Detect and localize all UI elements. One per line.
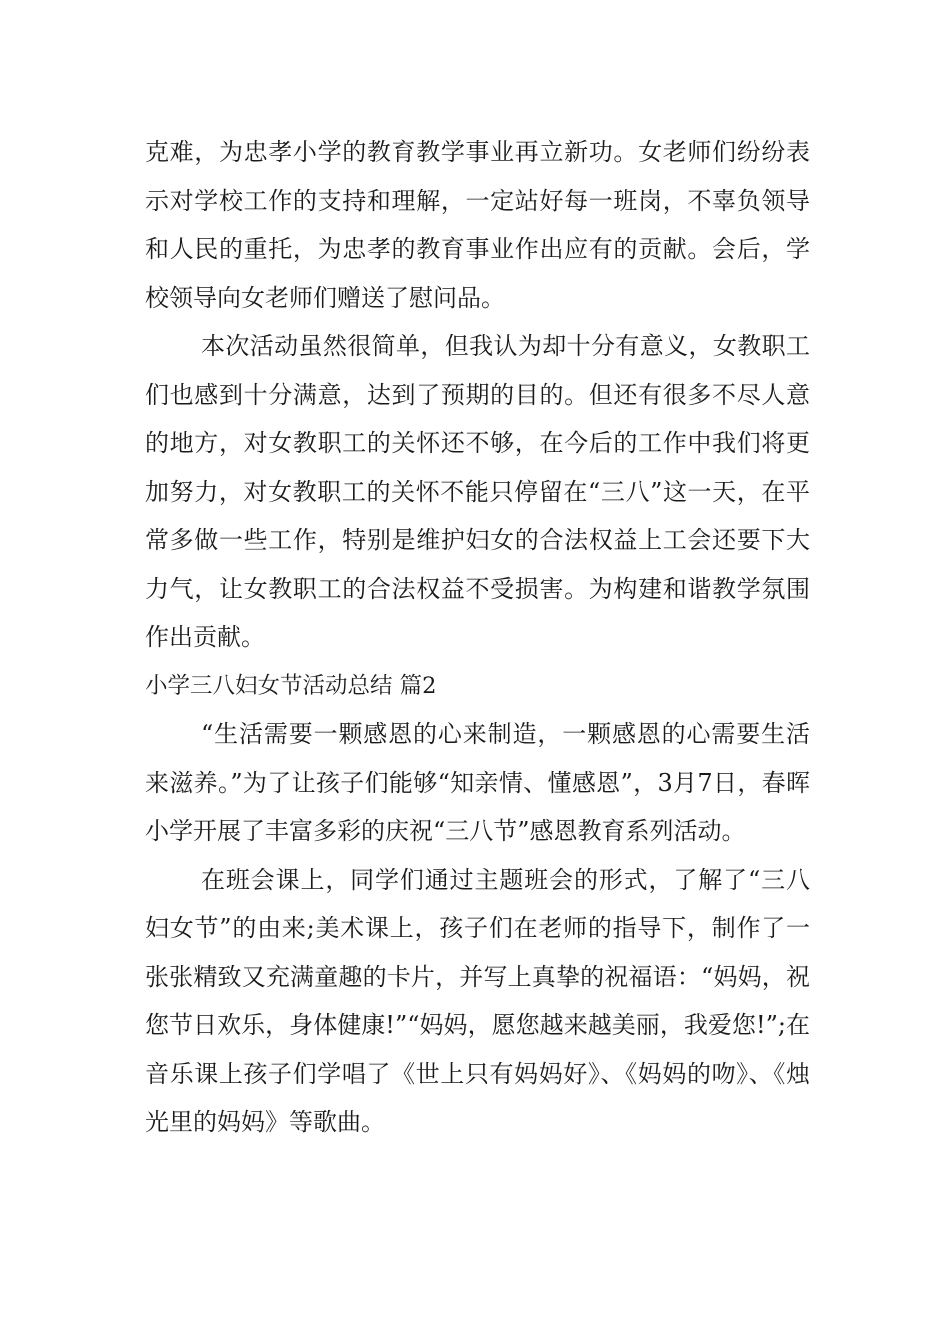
paragraph-summary: 本次活动虽然很简单，但我认为却十分有意义，女教职工们也感到十分满意，达到了预期的目的。但还有很多不尽人意的地方，对女教职工的关怀还不够，在今后的工作中我们将更加努力，对女教职工的关怀不能只停留在“三八”这一天，在平常多做一些工作，特别是维护妇女的合法权益上工会还要下大力气，让女教职工的合法权益不受损害。为构建和谐教学氛围作出贡献。 — [145, 332, 810, 651]
paragraph-activities: 在班会课上，同学们通过主题班会的形式，了解了“三八妇女节”的由来;美术课上，孩子们在老师的指导下，制作了一张张精致又充满童趣的卡片，并写上真挚的祝福语：“妈妈，祝您节日欢乐，身体健康!”“妈妈，愿您越来越美丽，我爱您!”;在音乐课上孩子们学唱了《世上只有妈妈好》、《妈妈的吻》、《烛光里的妈妈》等歌曲。 — [145, 865, 810, 1136]
section-heading: 小学三八妇女节活动总结 篇2 — [145, 672, 437, 699]
paragraph-intro: “生活需要一颗感恩的心来制造，一颗感恩的心需要生活来滋养。”为了让孩子们能够“知亲情、懂感恩”，3月7日，春晖小学开展了丰富多彩的庆祝“三八节”感恩教育系列活动。 — [145, 720, 810, 845]
document-body — [145, 128, 810, 1147]
paragraph-continued: 克难，为忠孝小学的教育教学事业再立新功。女老师们纷纷表示对学校工作的支持和理解，一定站好每一班岗，不辜负领导和人民的重托，为忠孝的教育事业作出应有的贡献。会后，学校领导向女老师们赠送了慰问品。 — [145, 138, 810, 312]
